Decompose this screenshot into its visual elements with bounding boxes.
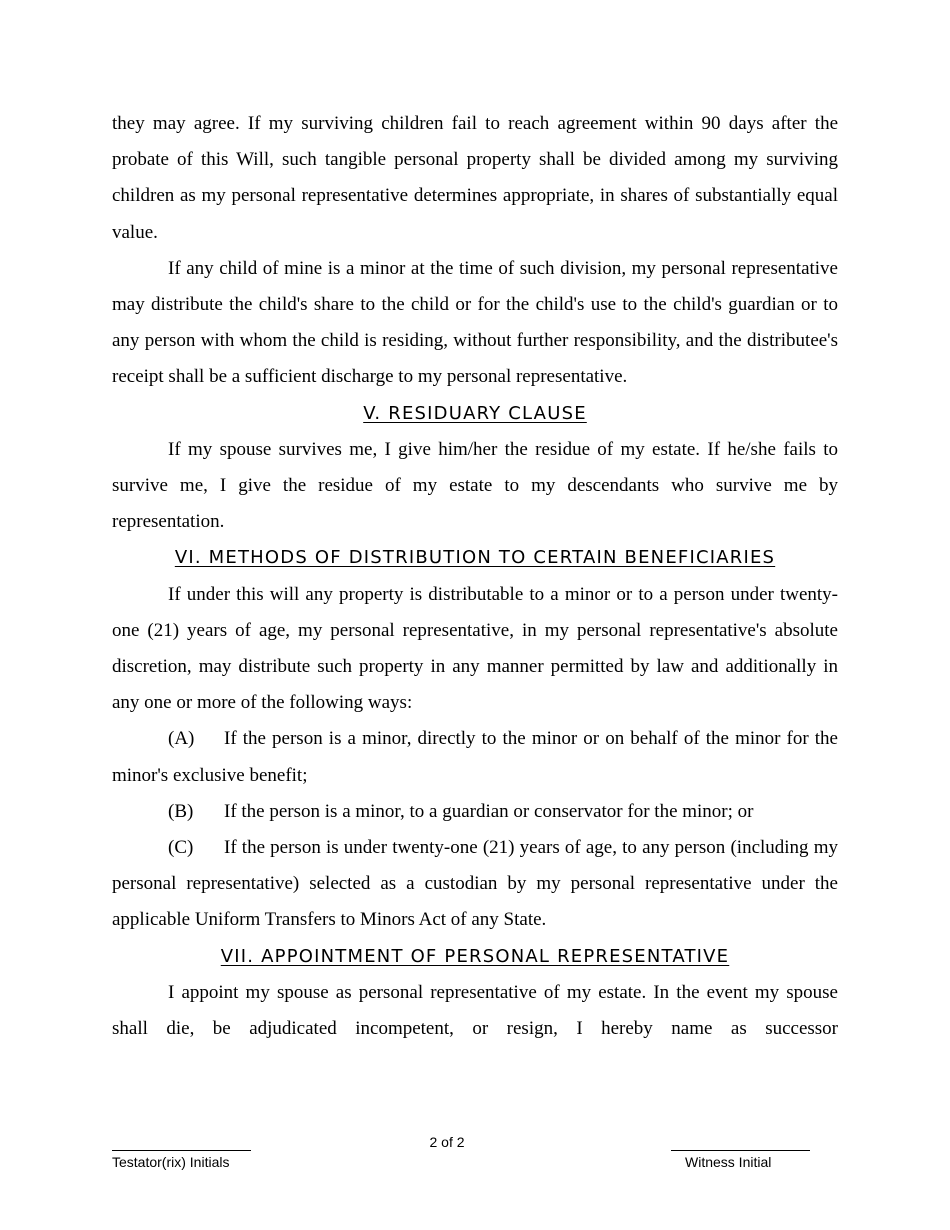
paragraph-appointment: I appoint my spouse as personal representative of my estate. In the event my spouse shall die, be adjudicated incompetent, or resign, I hereby name as successor [112, 981, 838, 1040]
list-item-c-text: If the person is under twenty-one (21) years of age, to any person (including my personal representative) selected as a custodian by my personal representative under the applicable Uniform Transfers to Minors Act of any State. [112, 837, 838, 931]
testator-initials-label: Testator(rix) Initials [112, 1154, 230, 1170]
heading-methods-of-distribution-text: VI. METHODS OF DISTRIBUTION TO CERTAIN BENEFICIARIES [174, 547, 776, 569]
document-body [112, 106, 838, 1047]
witness-initial-line[interactable] [671, 1150, 810, 1151]
witness-initial-label: Witness Initial [685, 1154, 772, 1170]
heading-residuary-clause-text: V. RESIDUARY CLAUSE [363, 402, 587, 424]
list-item-a-marker: (A) [168, 728, 195, 750]
list-item-a-text: If the person is a minor, directly to the minor or on behalf of the minor for the minor's exclusive benefit; [112, 728, 838, 786]
paragraph-property-division: they may agree. If my surviving children fail to reach agreement within 90 days after the probate of this Will, such tangible personal property shall be divided among my surviving children as my personal representative determines appropriate, in shares of substantially equal value. [112, 113, 838, 243]
paragraph-residuary-clause: If my spouse survives me, I give him/her the residue of my estate. If he/she fails to survive me, I give the residue of my estate to my descendants who survive me by representation. [112, 438, 838, 533]
heading-appointment-of-personal-representative [112, 939, 838, 975]
paragraph-methods-of-distribution: If under this will any property is distributable to a minor or to a person under twenty-one (21) years of age, my personal representative, in my personal representative's absolute discretion, may distribute such property in any manner permitted by law and additionally in any one or more of the following ways: [112, 583, 838, 714]
page-number: 2 of 2 [429, 1134, 465, 1150]
list-item-c [112, 830, 838, 939]
heading-appointment-text: VII. APPOINTMENT OF PERSONAL REPRESENTATIVE [220, 945, 730, 967]
paragraph-minor-child-share: If any child of mine is a minor at the time of such division, my personal representative may distribute the child's share to the child or for the child's use to the child's guardian or to any person with whom the child is residing, without further responsibility, and the distributee's receipt shall be a sufficient discharge to my personal representative. [112, 257, 838, 388]
list-item-a [112, 721, 838, 793]
heading-residuary-clause [112, 396, 838, 432]
list-item-b [112, 794, 838, 830]
list-item-b-text: If the person is a minor, to a guardian or conservator for the minor; or [224, 800, 754, 822]
list-item-b-marker: (B) [168, 800, 194, 822]
testator-initials-line[interactable] [112, 1150, 251, 1151]
list-item-c-marker: (C) [168, 837, 194, 859]
heading-methods-of-distribution [112, 540, 838, 576]
